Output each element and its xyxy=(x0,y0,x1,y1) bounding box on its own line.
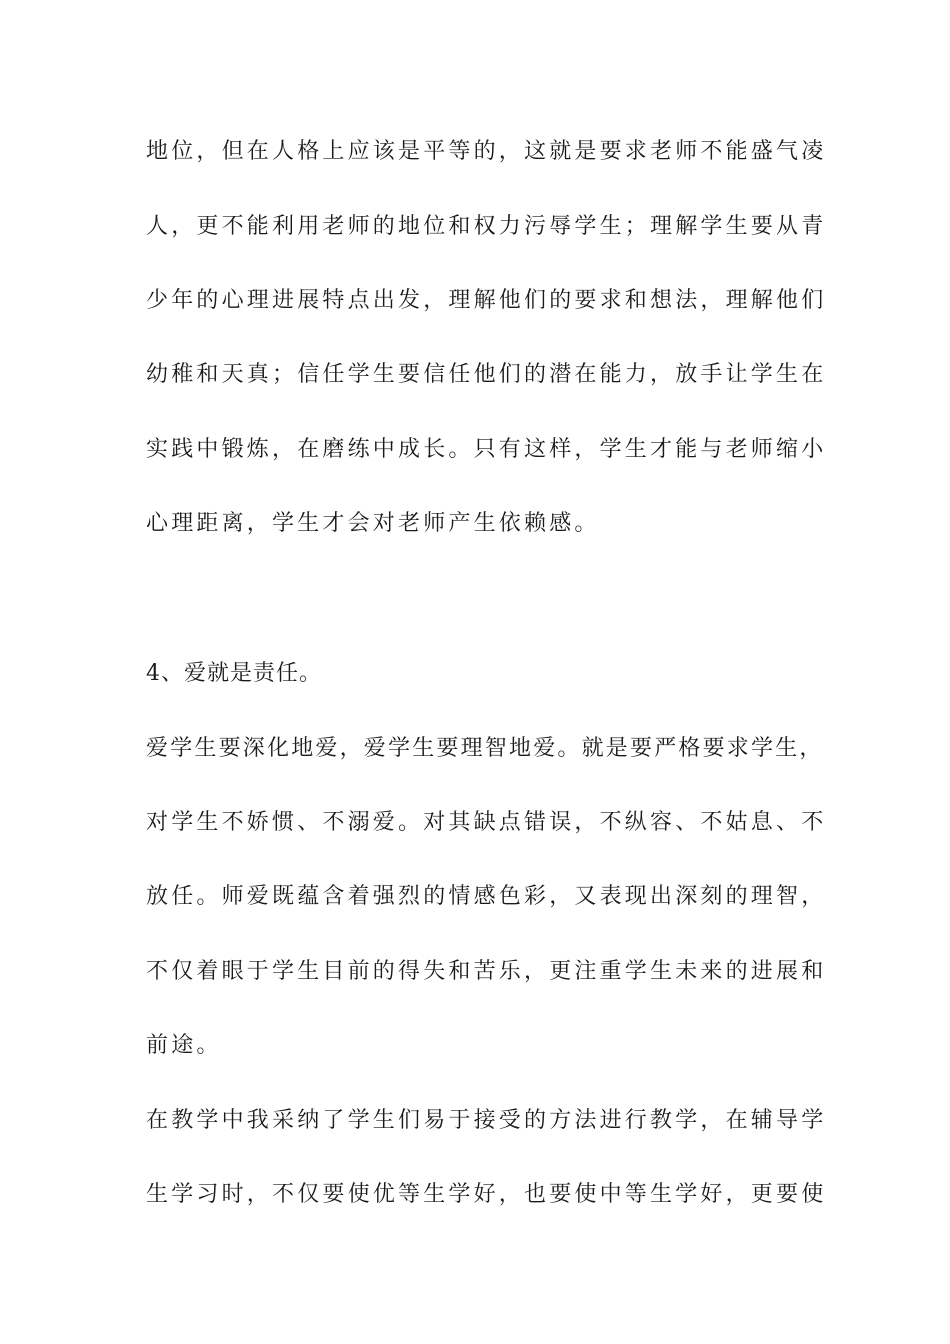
paragraph2-line-1: 爱学生要深化地爱，爱学生要理智地爱。就是要严格要求学生， xyxy=(146,736,824,761)
paragraph1-line-5: 实践中锻炼，在磨练中成长。只有这样，学生才能与老师缩小 xyxy=(146,437,827,462)
paragraph2-line-3: 放任。师爱既蕴含着强烈的情感色彩，又表现出深刻的理智， xyxy=(146,884,827,909)
paragraph3-line-1: 在教学中我采纳了学生们易于接受的方法进行教学，在辅导学 xyxy=(146,1108,827,1133)
paragraph3-line-2: 生学习时，不仅要使优等生学好，也要使中等生学好，更要使 xyxy=(146,1182,827,1207)
paragraph1-line-6: 心理距离，学生才会对老师产生依赖感。 xyxy=(146,511,600,536)
paragraph2-line-2: 对学生不娇惯、不溺爱。对其缺点错误，不纵容、不姑息、不 xyxy=(146,810,827,835)
paragraph2-line-4: 不仅着眼于学生目前的得失和苦乐，更注重学生未来的进展和 xyxy=(146,959,827,984)
paragraph2-line-5: 前途。 xyxy=(146,1033,222,1058)
paragraph1-line-1: 地位，但在人格上应该是平等的，这就是要求老师不能盛气凌 xyxy=(146,139,827,164)
section-heading: 4、爱就是责任。 xyxy=(146,661,322,686)
paragraph1-line-3: 少年的心理进展特点出发，理解他们的要求和想法，理解他们 xyxy=(146,288,827,313)
paragraph1-line-4: 幼稚和天真；信任学生要信任他们的潜在能力，放手让学生在 xyxy=(146,362,827,387)
paragraph1-line-2: 人，更不能利用老师的地位和权力污辱学生；理解学生要从青 xyxy=(146,214,827,239)
